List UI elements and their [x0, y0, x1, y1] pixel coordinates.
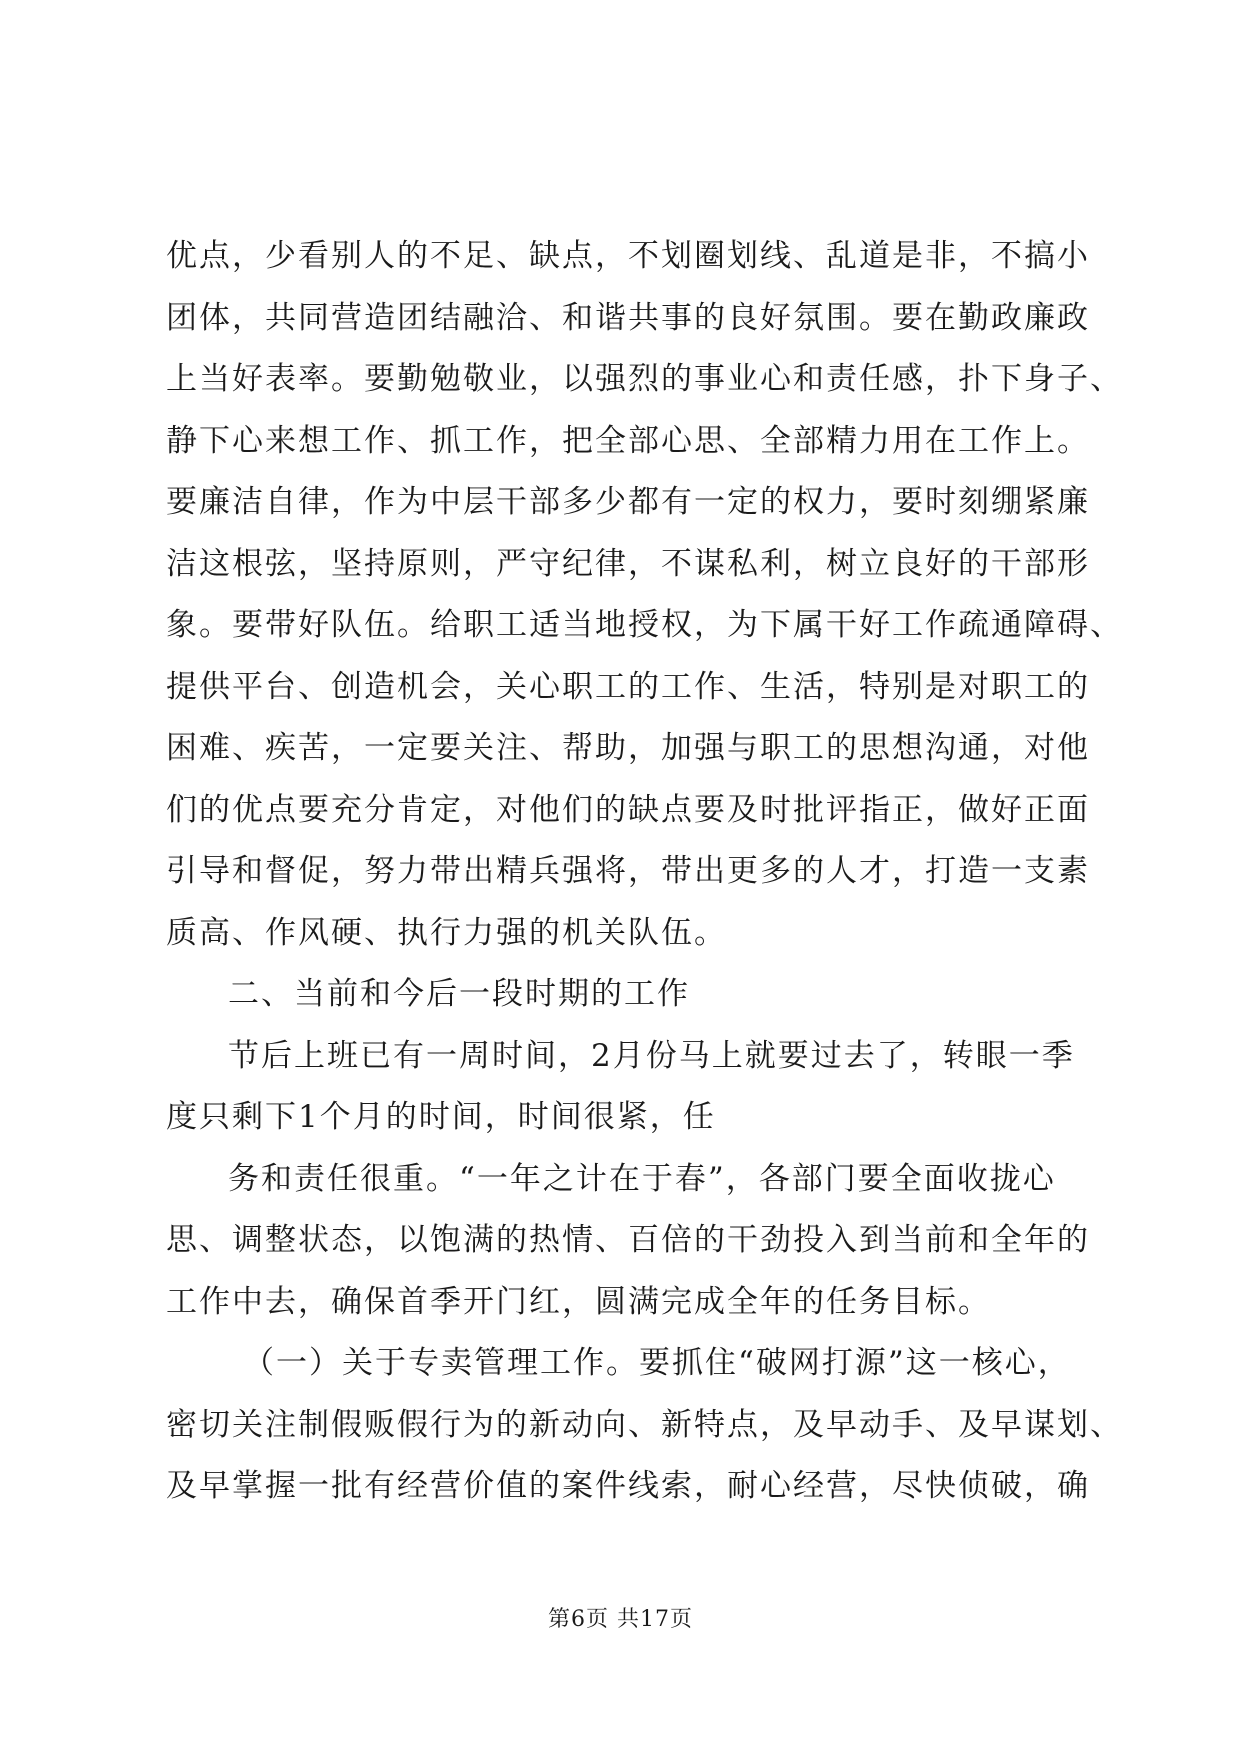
text-line: 密切关注制假贩假行为的新动向、新特点，及早动手、及早谋划、: [166, 1406, 1123, 1443]
text-line: 及早掌握一批有经营价值的案件线索，耐心经营，尽快侦破，确: [166, 1468, 1090, 1504]
text-line: 务和责任很重。“一年之计在于春”，各部门要全面收拢心: [228, 1160, 1056, 1197]
text-line: 团体，共同营造团结融洽、和谐共事的良好氛围。要在勤政廉政: [166, 299, 1090, 336]
text-line: 上当好表率。要勤勉敬业，以强烈的事业心和责任感，扑下身子、: [166, 361, 1123, 397]
text-line: 象。要带好队伍。给职工适当地授权，为下属干好工作疏通障碍、: [166, 607, 1123, 643]
document-body: [166, 226, 1123, 1518]
text-line: 困难、疾苦，一定要关注、帮助，加强与职工的思想沟通，对他: [166, 730, 1090, 766]
text-line: 提供平台、创造机会，关心职工的工作、生活，特别是对职工的: [166, 668, 1090, 705]
text-line: 思、调整状态，以饱满的热情、百倍的干劲投入到当前和全年的: [166, 1222, 1090, 1258]
text-line: 节后上班已有一周时间，2月份马上就要过去了，转眼一季: [228, 1037, 1075, 1074]
text-line: 度只剩下1个月的时间，时间很紧，任: [166, 1099, 716, 1135]
text-line: 要廉洁自律，作为中层干部多少都有一定的权力，要时刻绷紧廉: [166, 484, 1090, 520]
text-line: 优点，少看别人的不足、缺点，不划圈划线、乱道是非，不搞小: [166, 238, 1090, 274]
text-line: 引导和督促，努力带出精兵强将，带出更多的人才，打造一支素: [166, 853, 1090, 889]
section-heading: 二、当前和今后一段时期的工作: [228, 976, 690, 1012]
subsection-heading: （一）关于专卖管理工作。要抓住“破网打源”这一核心，: [243, 1345, 1071, 1381]
page-number-footer: 第6页 共17页: [548, 1607, 693, 1632]
text-line: 静下心来想工作、抓工作，把全部心思、全部精力用在工作上。: [166, 422, 1090, 459]
text-line: 工作中去，确保首季开门红，圆满完成全年的任务目标。: [166, 1283, 991, 1320]
text-line: 们的优点要充分肯定，对他们的缺点要及时批评指正，做好正面: [166, 791, 1090, 828]
text-line: 洁这根弦，坚持原则，严守纪律，不谋私利，树立良好的干部形: [166, 545, 1090, 582]
text-line: 质高、作风硬、执行力强的机关队伍。: [166, 914, 727, 951]
